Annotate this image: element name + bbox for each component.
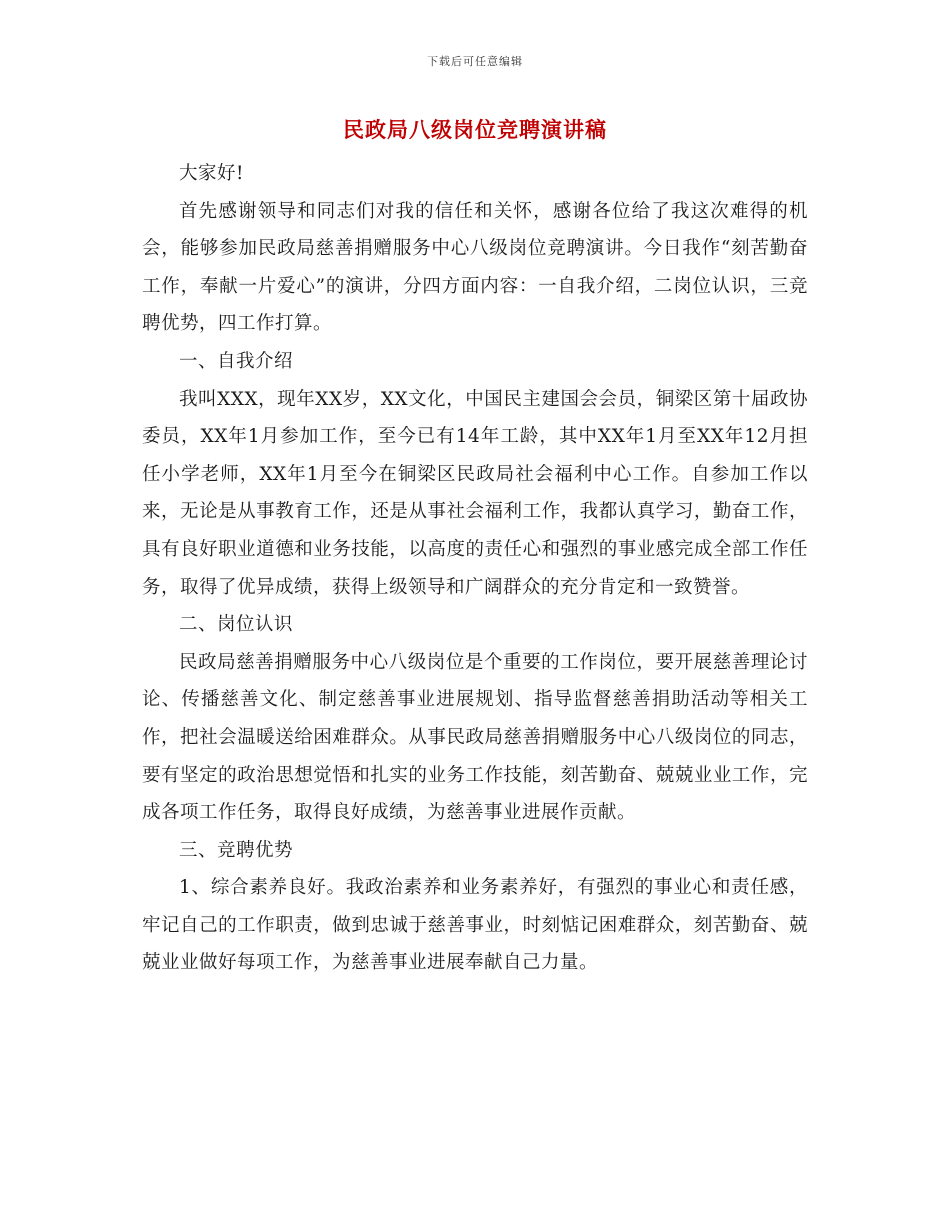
header-note: 下载后可任意编辑 (427, 55, 523, 68)
self-intro-paragraph: 我叫XXX，现年XX岁，XX文化，中国民主建国会会员，铜梁区第十届政协委员，XX年1月参加工作，至今已有14年工龄，其中XX年1月至XX年12月担任小学老师，XX年1月至今在铜梁区民政局社会福利中心工作。自参加工作以来，无论是从事教育工作，还是从事社会福利工作，我都认真学习，勤奋工作，具有良好职业道德和业务技能，以高度的责任心和强烈的事业感完成全部工作任务，取得了优异成绩，获得上级领导和广阔群众的充分肯定和一致赞誉。 (142, 388, 808, 598)
section-heading-advantages: 三、竞聘优势 (179, 839, 294, 861)
greeting-paragraph: 大家好! (179, 163, 244, 184)
position-paragraph: 民政局慈善捐赠服务中心八级岗位是个重要的工作岗位，要开展慈善理论讨论、传播慈善文化、制定慈善事业进展规划、指导监督慈善捐助活动等相关工作，把社会温暖送给困难群众。从事民政局慈善捐赠服务中心八级岗位的同志，要有坚定的政治思想觉悟和扎实的业务工作技能，刻苦勤奋、兢兢业业工作，完成各项工作任务，取得良好成绩，为慈善事业进展作贡献。 (142, 651, 808, 824)
section-heading-position: 二、岗位认识 (179, 614, 294, 636)
advantage-paragraph-1: 1、综合素养良好。我政治素养和业务素养好，有强烈的事业心和责任感，牢记自己的工作职责，做到忠诚于慈善事业，时刻惦记困难群众，刻苦勤奋、兢兢业业做好每项工作，为慈善事业进展奉献自己力量。 (142, 877, 808, 974)
section-heading-self-intro: 一、自我介绍 (179, 350, 294, 372)
intro-paragraph: 首先感谢领导和同志们对我的信任和关怀，感谢各位给了我这次难得的机会，能够参加民政局慈善捐赠服务中心八级岗位竞聘演讲。今日我作“刻苦勤奋工作，奉献一片爱心”的演讲，分四方面内容：一自我介绍，二岗位认识，三竞聘优势，四工作打算。 (142, 200, 808, 335)
document-body (142, 155, 808, 982)
document-title: 民政局八级岗位竞聘演讲稿 (343, 117, 607, 142)
